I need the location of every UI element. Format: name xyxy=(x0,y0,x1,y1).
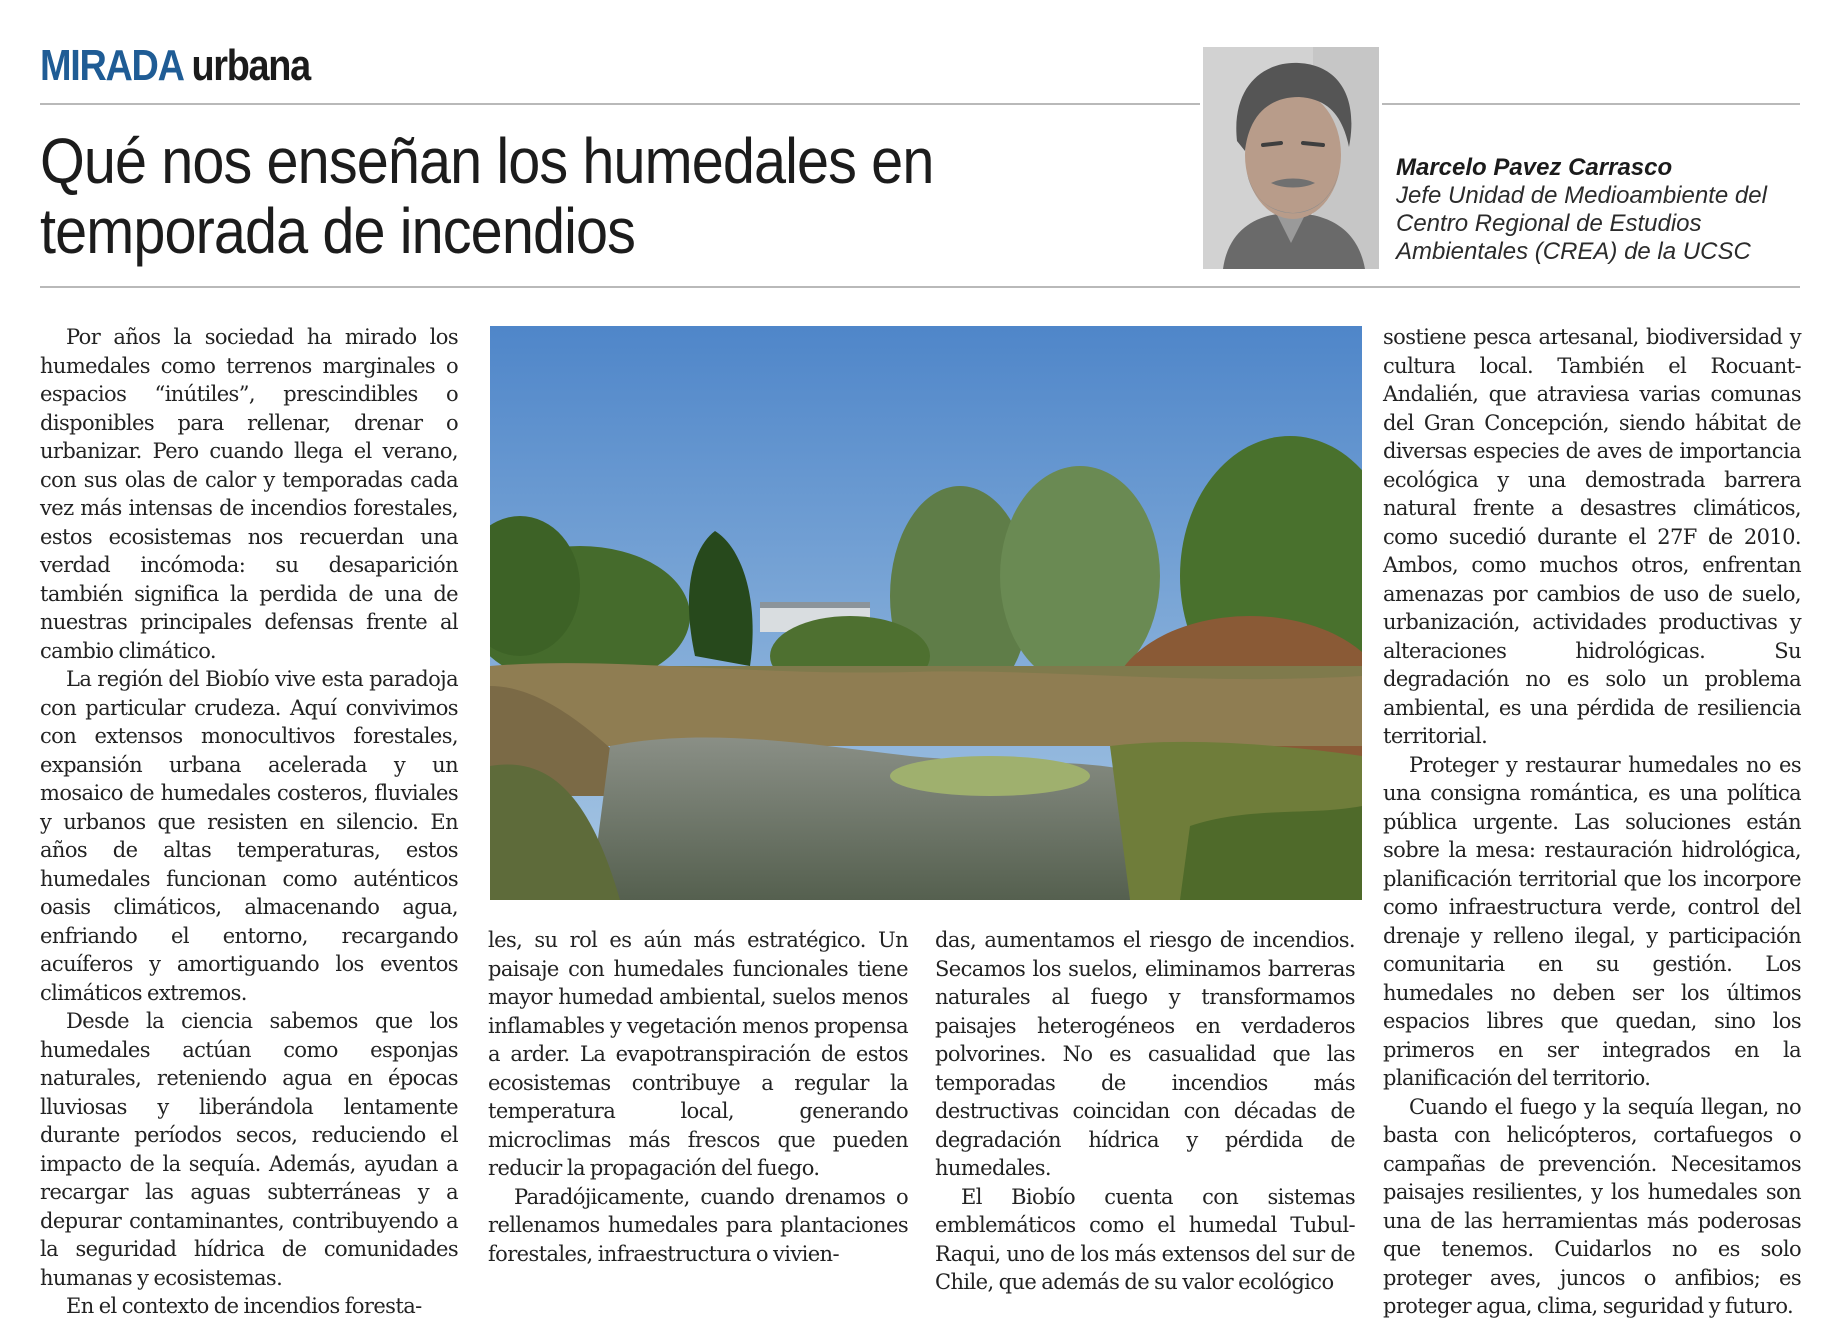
author-role-line-1: Jefe Unidad de Medioambiente del xyxy=(1396,182,1767,209)
paragraph: das, aumentamos el riesgo de incendios. Secamos los suelos, eliminamos barreras naturales al fuego y transformamos paisajes heterogéneos en verdaderos polvorines. No es casualidad que las temporadas de incendios más destructivas coincidan con décadas de degradación hídrica y pérdida de humedales. xyxy=(935,928,1355,1180)
paragraph: En el contexto de incendios foresta- xyxy=(66,1294,422,1318)
paragraph: El Biobío cuenta con sistemas emblemáticos como el humedal Tubul-Raqui, uno de los más extensos del sur de Chile, que además de su valor ecológico xyxy=(935,1184,1355,1294)
paragraph: les, su rol es aún más estratégico. Un paisaje con humedales funcionales tiene mayor humedad ambiental, suelos menos inflamables y vegetación menos propensa a arder. La evapotranspiración de estos ecosistemas contribuye a regular la temperatura local, generando microclimas más frescos que pueden reducir la propagación del fuego. xyxy=(488,928,908,1180)
paragraph: Por años la sociedad ha mirado los humedales como terrenos marginales o espacios “inútiles”, prescindibles o disponibles para rellenar, drenar o urbanizar. Pero cuando llega el verano, con sus olas de calor y temporadas cada vez más intensas de incendios forestales, estos ecosistemas nos recuerdan una verdad incómoda: su desaparición también significa la perdida de una de nuestras principales defensas frente al cambio climático. xyxy=(40,325,458,663)
wetland-photo-image xyxy=(490,326,1362,900)
paragraph: sostiene pesca artesanal, biodiversidad y cultura local. También el Rocuant-Andalién, que atraviesa varias comunas del Gran Concepción, siendo hábitat de diversas especies de aves de importancia ecológica y una demostrada barrera natural frente a desastres climáticos, como sucedió durante el 27F de 2010. Ambos, como muchos otros, enfrentan amenazas por cambios de uso de suelo, urbanización, actividades productivas y alteraciones hidrológicas. Su degradación no es solo un problema ambiental, es una pérdida de resiliencia territorial. xyxy=(1383,325,1801,748)
article-column-4 xyxy=(1383,323,1801,1321)
paragraph: Proteger y restaurar humedales no es una consigna romántica, es una política pública urgente. Las soluciones están sobre la mesa: restauración hidrológica, planificación territorial que los incorpore como infraestructura verde, control del drenaje y relleno ilegal, y participación comunitaria en su gestión. Los humedales no deben ser los últimos espacios libres que quedan, sino los primeros en ser integrados en la planificación del territorio. xyxy=(1383,752,1801,1090)
author-portrait-image xyxy=(1203,47,1379,269)
paragraph: Desde la ciencia sabemos que los humedales actúan como esponjas naturales, reteniendo agua en épocas lluviosas y liberándola lentamente durante períodos secos, reduciendo el impacto de la sequía. Además, ayudan a recargar las aguas subterráneas y a depurar contaminantes, contribuyendo a la seguridad hídrica de comunidades humanas y ecosistemas. xyxy=(40,1009,458,1290)
headline-line-2: temporada de incendios xyxy=(40,195,636,267)
article-column-3 xyxy=(935,926,1355,1297)
author-portrait xyxy=(1203,47,1379,269)
section-label-urbana: urbana xyxy=(191,41,310,90)
top-rule xyxy=(40,103,1200,105)
top-rule-right xyxy=(1382,103,1800,105)
header-bottom-rule xyxy=(40,286,1800,288)
article-column-2 xyxy=(488,926,908,1268)
section-label xyxy=(40,42,310,90)
author-name: Marcelo Pavez Carrasco xyxy=(1396,154,1673,181)
paragraph: Paradójicamente, cuando drenamos o rellenamos humedales para plantaciones forestales, infraestructura o vivien- xyxy=(488,1184,908,1266)
paragraph: Cuando el fuego y la sequía llegan, no basta con helicópteros, cortafuegos o campañas de prevención. Necesitamos paisajes resilientes, y los humedales son una de las herramientas más poderosas que tenemos. Cuidarlos no es solo proteger aves, juncos o anfibios; es proteger agua, clima, seguridad y futuro. xyxy=(1383,1094,1801,1318)
page-title xyxy=(40,126,933,266)
author-role-line-3: Ambientales (CREA) de la UCSC xyxy=(1396,238,1751,265)
section-label-mirada: MIRADA xyxy=(40,41,183,90)
paragraph: La región del Biobío vive esta paradoja con particular crudeza. Aquí convivimos con extensos monocultivos forestales, expansión urbana acelerada y un mosaico de humedales costeros, fluviales y urbanos que resisten en silencio. En años de altas temperaturas, estos humedales funcionan como auténticos oasis climáticos, almacenando agua, enfriando el entorno, recargando acuíferos y amortiguando los eventos climáticos extremos. xyxy=(40,667,458,1005)
author-block xyxy=(1396,154,1767,266)
article-column-1 xyxy=(40,323,458,1321)
author-role-line-2: Centro Regional de Estudios xyxy=(1396,210,1702,237)
wetland-photo xyxy=(490,326,1362,900)
headline-line-1: Qué nos enseñan los humedales en xyxy=(40,125,934,197)
